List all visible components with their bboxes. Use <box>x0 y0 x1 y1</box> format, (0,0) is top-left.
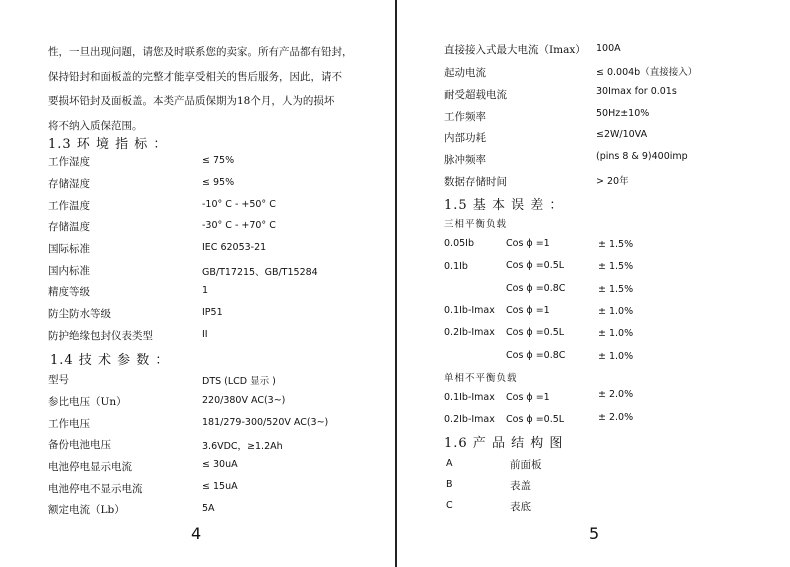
current-cell: 0.05Ib <box>444 238 474 249</box>
intro-line: 性，一旦出现问题，请您及时联系您的卖家。所有产品都有铅封， <box>48 46 353 58</box>
env-value: IEC 62053-21 <box>202 242 267 253</box>
current-cell: 0.2Ib-Imax <box>444 414 495 425</box>
env-value: 1 <box>202 285 209 296</box>
env-value: ≤ 95% <box>202 177 235 188</box>
tech-label: 工作频率 <box>444 111 486 123</box>
error-cell: ± 1.5% <box>598 284 634 295</box>
power-factor-cell: Cos ϕ =0.5L <box>506 260 565 271</box>
env-value: II <box>202 329 208 340</box>
tech-label: 数据存储时间 <box>444 176 507 188</box>
tech-heading: 1.4 技 术 参 数 ： <box>50 353 170 368</box>
current-cell: 0.1Ib-Imax <box>444 305 495 316</box>
tech-label: 参比电压（Un） <box>48 396 127 408</box>
tech-value: 3.6VDC，≥1.2Ah <box>202 441 283 452</box>
tech-label: 起动电流 <box>444 67 486 79</box>
tech-label: 直接接入式最大电流（Imax） <box>444 44 586 56</box>
intro-line: 保持铅封和面板盖的完整才能享受相关的售后服务，因此，请不 <box>48 70 342 83</box>
tech-label: 型号 <box>48 374 69 386</box>
error-cell: ± 1.5% <box>598 239 634 250</box>
right-page <box>398 0 790 567</box>
error-cell: ± 2.0% <box>598 389 634 400</box>
env-label: 存储湿度 <box>48 178 90 190</box>
tech-label: 工作电压 <box>48 418 90 430</box>
tech-value: ≤2W/10VA <box>596 129 648 140</box>
current-cell: 0.1Ib-Imax <box>444 392 495 403</box>
power-factor-cell: Cos ϕ =1 <box>506 238 550 249</box>
tech-label: 耐受超载电流 <box>444 89 507 101</box>
structure-key: C <box>446 500 453 511</box>
env-label: 防尘防水等级 <box>48 308 111 320</box>
tech-value: ≤ 15uA <box>202 481 238 492</box>
error-heading: 1.5 基 本 误 差 ： <box>444 198 564 213</box>
error-cell: ± 1.0% <box>598 351 634 362</box>
structure-key: B <box>446 479 453 490</box>
power-factor-cell: Cos ϕ =1 <box>506 392 550 403</box>
tech-value: 5A <box>202 503 215 514</box>
structure-part-name: 前面板 <box>510 459 542 471</box>
env-value: ≤ 75% <box>202 155 235 166</box>
tech-value: ≤ 0.004b（直接接入） <box>596 67 698 78</box>
intro-line: 将不纳入质保范围。 <box>48 119 143 132</box>
balanced-load-label: 三相平衡负载 <box>444 219 508 230</box>
tech-label: 备份电池电压 <box>48 439 111 451</box>
error-cell: ± 1.5% <box>598 261 634 272</box>
env-label: 工作湿度 <box>48 156 90 168</box>
current-cell: 0.1Ib <box>444 261 468 272</box>
tech-label: 内部功耗 <box>444 132 486 144</box>
env-value: GB/T17215、GB/T15284 <box>202 267 318 278</box>
tech-value: > 20年 <box>596 176 629 187</box>
error-cell: ± 1.0% <box>598 328 634 339</box>
tech-value: 181/279-300/520V AC(3~) <box>202 417 329 428</box>
tech-value: 30Imax for 0.01s <box>596 86 677 97</box>
tech-value: DTS (LCD 显示 ) <box>202 376 276 387</box>
env-value: -10° C - +50° C <box>202 199 276 210</box>
env-label: 存储温度 <box>48 221 90 233</box>
tech-label: 脉冲频率 <box>444 154 486 166</box>
env-heading: 1.3 环 境 指 标 ： <box>48 137 168 152</box>
power-factor-cell: Cos ϕ =0.8C <box>506 350 566 361</box>
tech-value: (pins 8 & 9)400imp <box>596 151 688 162</box>
structure-heading: 1.6 产 品 结 构 图 <box>444 436 564 451</box>
env-value: -30° C - +70° C <box>202 220 276 231</box>
current-cell: 0.2Ib-Imax <box>444 327 495 338</box>
power-factor-cell: Cos ϕ =0.8C <box>506 283 566 294</box>
tech-value: 220/380V AC(3~) <box>202 395 286 406</box>
env-label: 精度等级 <box>48 286 90 298</box>
unbalanced-load-label: 单相不平衡负载 <box>444 373 518 384</box>
power-factor-cell: Cos ϕ =1 <box>506 305 550 316</box>
page-number: 5 <box>589 524 600 543</box>
page-number: 4 <box>191 524 202 543</box>
intro-line: 要损坏铅封及面板盖。本类产品质保期为18个月，人为的损坏 <box>48 95 335 107</box>
tech-label: 电池停电显示电流 <box>48 461 132 473</box>
tech-label: 额定电流（Lb） <box>48 504 125 516</box>
env-label: 防护绝缘包封仪表类型 <box>48 330 153 342</box>
tech-label: 电池停电不显示电流 <box>48 483 143 495</box>
env-value: IP51 <box>202 307 223 318</box>
env-label: 国际标准 <box>48 243 90 255</box>
structure-part-name: 表底 <box>510 501 531 513</box>
env-label: 工作温度 <box>48 200 90 212</box>
env-label: 国内标准 <box>48 265 90 277</box>
error-cell: ± 2.0% <box>598 412 634 423</box>
structure-part-name: 表盖 <box>510 480 531 492</box>
tech-value: 100A <box>596 43 621 54</box>
tech-value: ≤ 30uA <box>202 459 238 470</box>
power-factor-cell: Cos ϕ =0.5L <box>506 414 565 425</box>
intro-paragraph <box>48 40 353 138</box>
power-factor-cell: Cos ϕ =0.5L <box>506 327 565 338</box>
structure-key: A <box>446 458 453 469</box>
error-cell: ± 1.0% <box>598 306 634 317</box>
tech-value: 50Hz±10% <box>596 108 650 119</box>
